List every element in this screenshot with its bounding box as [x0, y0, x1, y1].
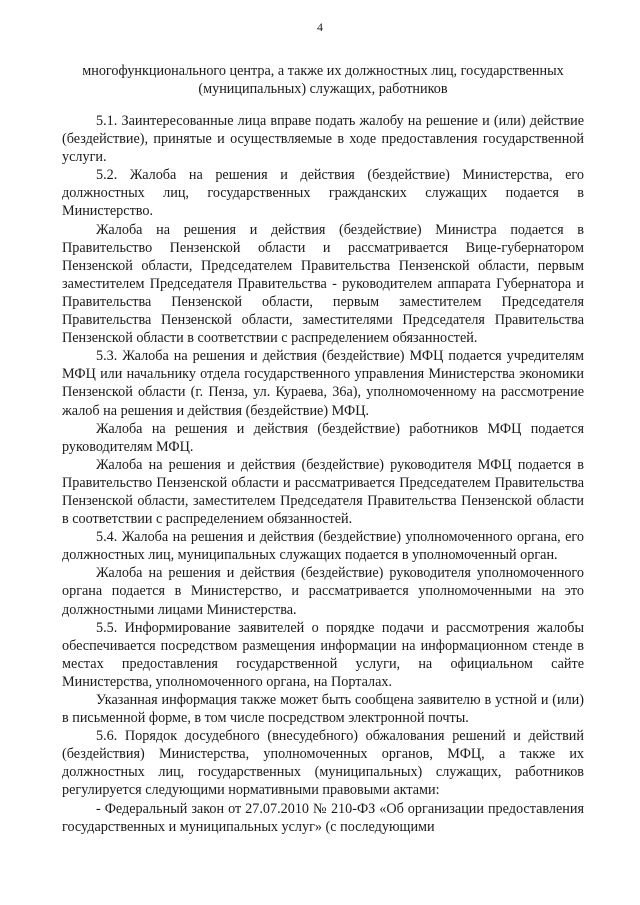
paragraph-federal-law: - Федеральный закон от 27.07.2010 № 210-ФЗ «Об организации предоставления государственных и муниципальных услуг» (с последующими — [62, 800, 584, 835]
document-body — [62, 112, 584, 836]
paragraph-5-3: 5.3. Жалоба на решения и действия (бездействие) МФЦ подается учредителям МФЦ или начальнику отдела государственного управления Министерства экономики Пензенской области (г. Пенза, ул. Кураева, 36а), уполномоченному на рассмотрение жалоб на решения и действия (бездействие) МФЦ. — [62, 348, 584, 419]
paragraph-5-2: 5.2. Жалоба на решения и действия (бездействие) Министерства, его должностных лиц, государственных гражданских служащих подается в Министерство. — [62, 167, 584, 220]
paragraph-5-6: 5.6. Порядок досудебного (внесудебного) обжалования решений и действий (бездействия) Министерства, уполномоченных органов, МФЦ, а также их должностных лиц, государственных (муниципальных) служащих, работников регулируется следующими нормативными правовыми актами: — [62, 728, 584, 799]
paragraph-complaint-minister: Жалоба на решения и действия (бездействие) Министра подается в Правительство Пензенской области и рассматривается Вице-губернатором Пензенской области, Председателем Правительства Пензенской области, первым заместителем Председателя Правительства - руководителем аппарата Губернатора и Правительства Пензенской области, первым заместителем Председателя Правительства Пензенской области, заместителями Председателя Правительства Пензенской области в соответствии с распределением обязанностей. — [62, 221, 584, 347]
paragraph-complaint-mfc-head: Жалоба на решения и действия (бездействие) руководителя МФЦ подается в Правительство Пензенской области и рассматривается Председателем Правительства Пензенской области, заместителем Председателя Правительства Пензенской области в соответствии с распределением обязанностей. — [62, 456, 584, 528]
paragraph-5-5: 5.5. Информирование заявителей о порядке подачи и рассмотрения жалобы обеспечивается посредством размещения информации на информационном стенде в местах предоставления государственной услуги, на официальном сайте Министерства, уполномоченного органа, на Порталах. — [62, 619, 584, 690]
paragraph-complaint-authorized-head: Жалоба на решения и действия (бездействие) руководителя уполномоченного органа подается в Министерство, и рассматривается уполномоченными на это должностными лицами Министерства. — [62, 565, 584, 618]
paragraph-5-1: 5.1. Заинтересованные лица вправе подать жалобу на решение и (или) действие (бездействие), принятые и осуществляемые в ходе предоставления государственной услуги. — [62, 113, 584, 166]
paragraph-5-4: 5.4. Жалоба на решения и действия (бездействие) уполномоченного органа, его должностных лиц, муниципальных служащих подается в уполномоченный орган. — [62, 529, 584, 564]
section-heading-continuation: многофункционального центра, а также их должностных лиц, государственных (муниципальных) служащих, работников — [82, 63, 564, 97]
paragraph-complaint-mfc-workers: Жалоба на решения и действия (бездействие) работников МФЦ подается руководителям МФЦ. — [62, 420, 584, 455]
paragraph-info-delivery: Указанная информация также может быть сообщена заявителю в устной и (или) в письменной форме, в том числе посредством электронной почты. — [62, 692, 584, 727]
page-number: 4 — [317, 20, 323, 34]
